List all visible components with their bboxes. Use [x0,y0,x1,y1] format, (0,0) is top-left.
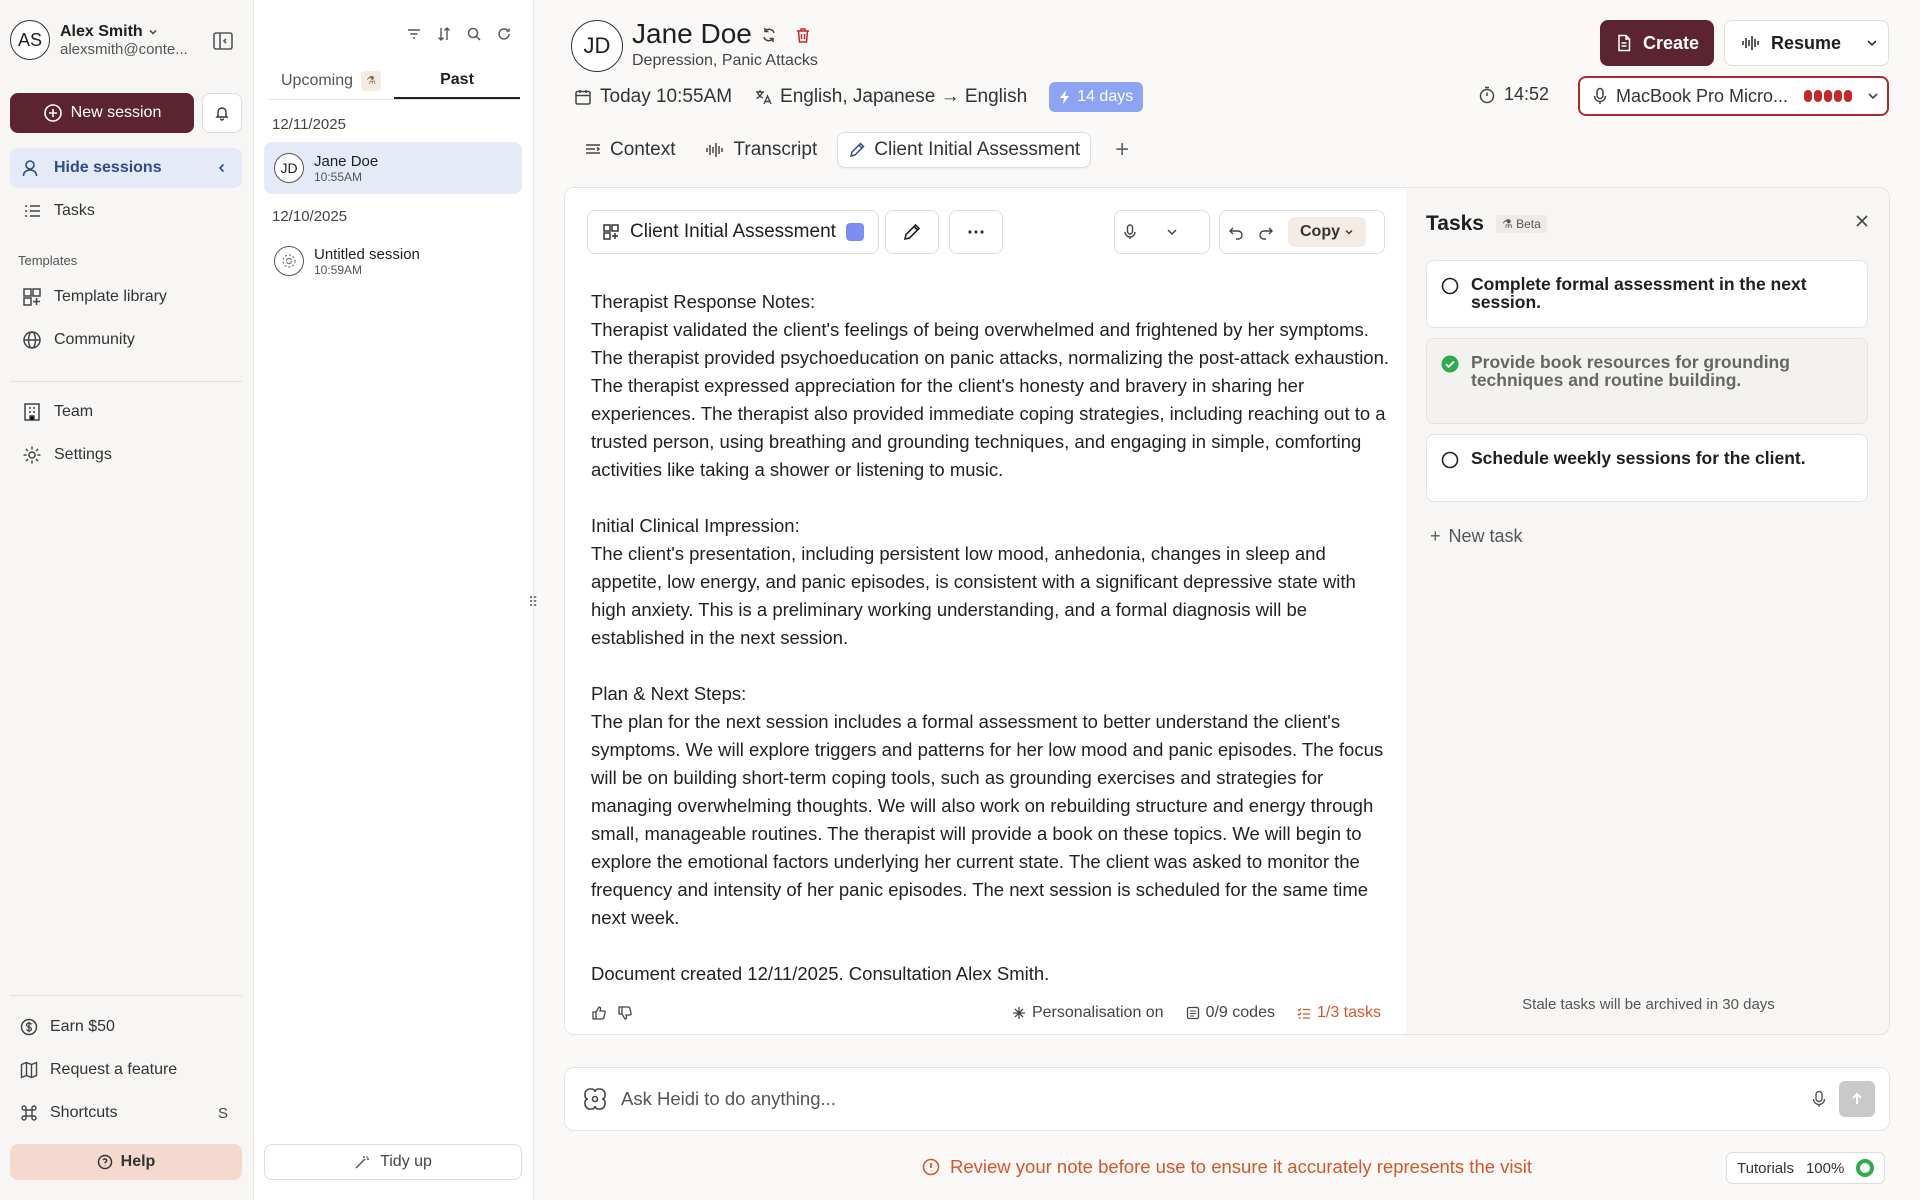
microphone-icon [1592,87,1608,105]
tab-past-label: Past [440,70,474,88]
tab-upcoming-label: Upcoming [280,71,354,89]
sidebar-item-tasks[interactable] [10,191,242,231]
templates-heading: Templates [18,253,78,268]
task-list-icon [1297,1006,1311,1020]
chevron-down-icon[interactable] [1165,225,1179,239]
session-date[interactable] [574,86,732,108]
sidebar-item-label: Community [54,331,135,348]
sidebar-item-label: Shortcuts [50,1104,118,1121]
tasks-title: Tasks [1426,212,1484,235]
note-editor [565,188,1406,1035]
switch-patient-icon[interactable] [760,26,778,44]
note-paragraph: Document created 12/11/2025. Consultation Alex Smith. [591,963,1050,984]
warning-circle-icon [922,1158,940,1176]
sessions-panel [254,0,534,1200]
session-date-heading: 12/11/2025 [272,116,346,133]
tasks-panel [1406,188,1890,1035]
task-item[interactable] [1426,434,1868,502]
template-icon [602,223,620,241]
sort-icon[interactable] [436,26,452,42]
dollar-icon [20,1018,38,1036]
note-footer [591,1004,1381,1022]
create-label: Create [1642,32,1700,53]
tab-transcript[interactable] [695,133,827,167]
sidebar-item-label: Settings [54,446,112,463]
language-label: English, Japanese → English [780,86,1028,107]
unchecked-circle-icon[interactable] [1441,277,1459,295]
collapse-sidebar-icon[interactable] [212,30,234,52]
copy-label: Copy [1300,223,1340,240]
create-button[interactable] [1600,20,1714,66]
days-badge-label: 14 days [1077,88,1134,105]
building-icon [22,402,42,422]
sidebar-item-shortcuts[interactable] [10,1093,242,1133]
user-menu[interactable] [10,20,188,60]
template-icon [22,287,42,307]
map-icon [20,1061,38,1079]
sidebar-item-label: Tasks [54,202,95,219]
note-content[interactable] [591,288,1391,988]
chevron-down-icon [1866,89,1880,103]
tab-context-label: Context [610,139,676,160]
note-paragraph: Therapist Response Notes: Therapist validated the client's feelings of being overwhelmed and frightened by her symptoms. The therapist provided psychoeducation on panic attacks, normalizing the post-attack exhaustion. The therapist expressed appreciation for the client's honesty and bravery in sharing her experiences. The therapist also provided immediate coping strategies, including reaching out to a trusted person, using breathing and grounding techniques, and engaging in simple, comforting activities like taking a shower or listening to music. [591,291,1390,480]
new-task-label: New task [1448,526,1523,546]
patient-conditions: Depression, Panic Attacks [632,52,818,69]
close-icon[interactable] [1853,212,1871,230]
tab-client-initial-assessment[interactable] [837,132,1091,168]
task-item[interactable] [1426,338,1868,424]
sidebar-item-label: Request a feature [50,1061,178,1078]
undo-icon[interactable] [1228,224,1244,240]
stopwatch-icon [1478,86,1496,104]
document-icon [1615,34,1633,52]
tasks-count-label: 1/3 tasks [1316,1004,1381,1021]
session-item[interactable] [264,235,522,287]
chevron-left-icon [216,162,228,174]
translate-icon [754,88,772,106]
patient-name: Jane Doe [632,18,752,49]
more-icon [967,229,985,235]
sidebar-item-earn[interactable] [10,1007,242,1047]
user-avatar: AS [10,20,50,60]
globe-icon [22,330,42,350]
session-meta [574,82,1143,112]
resume-button[interactable] [1724,20,1889,66]
bell-icon [214,105,230,121]
shortcut-key: S [217,1104,228,1122]
sidebar-item-community[interactable] [10,320,242,360]
plus-icon: + [1430,526,1441,546]
tab-past[interactable] [394,62,520,99]
user-icon [22,158,42,178]
pencil-icon [902,222,922,242]
session-date-heading: 12/10/2025 [272,208,348,225]
task-item[interactable] [1426,260,1868,328]
beta-badge: ⚗ Beta [1496,215,1547,233]
sidebar-item-label: Earn $50 [50,1018,115,1035]
lightning-icon [1059,90,1071,104]
audio-waveform-icon [705,141,725,159]
tutorials-progress: 100% [1805,1159,1845,1177]
tasks-indicator[interactable] [1297,1004,1381,1022]
language-selector[interactable] [754,86,1027,108]
divider [10,995,242,996]
chevron-down-icon [1344,227,1354,237]
new-session-label: New session [70,104,162,121]
codes-label: 0/9 codes [1205,1004,1275,1021]
tidy-up-button[interactable] [264,1144,522,1180]
context-icon [584,141,602,159]
thumbs-up-icon[interactable] [591,1005,607,1021]
resume-label: Resume [1771,32,1842,53]
help-label: Help [120,1153,156,1170]
magic-wand-icon [354,1154,370,1170]
sidebar-item-label: Team [54,403,94,420]
trash-icon[interactable] [794,26,812,44]
task-text: Complete formal assessment in the next session. [1471,274,1807,312]
personalisation-toggle[interactable] [1012,1004,1164,1022]
new-session-button[interactable] [10,93,194,133]
sidebar-item-label: Template library [54,288,167,305]
code-box-icon [1186,1006,1200,1020]
sidebar-item-label: Hide sessions [54,159,162,176]
stale-tasks-note: Stale tasks will be archived in 30 days [1522,996,1775,1013]
tutorials-button[interactable] [1726,1152,1885,1184]
dictation-group [1114,210,1210,254]
patient-avatar: JD [571,20,623,72]
session-time: 10:55AM [314,169,363,184]
sidebar-item-request-feature[interactable] [10,1050,242,1090]
notifications-button[interactable] [202,93,242,133]
audio-waveform-icon [1741,34,1761,52]
note-card [564,187,1890,1035]
chevron-down-icon [147,26,159,38]
review-warning-text: Review your note before use to ensure it accurately represents the visit [950,1156,1533,1177]
session-item[interactable] [264,142,522,194]
tab-transcript-label: Transcript [733,139,818,160]
microphone-icon[interactable] [1123,224,1137,240]
user-email: alexsmith@conte... [60,40,188,58]
microphone-icon[interactable] [1811,1090,1827,1108]
tab-context[interactable] [574,133,685,167]
edit-note-button[interactable] [885,210,939,254]
untitled-session-icon [274,246,304,276]
note-paragraph: Initial Clinical Impression: The client's presentation, including persistent low mood, anhedonia, changes in sleep and appetite, low energy, and panic episodes, is consistent with a significant depressive state with high anxiety. This is a preliminary working understanding, and a formal diagnosis will be established in the next session. [591,515,1356,648]
new-task-button[interactable] [1430,526,1523,547]
search-icon[interactable] [466,26,482,42]
left-sidebar [0,0,254,1200]
note-tabs [574,132,1129,168]
tab-note-label: Client Initial Assessment [874,139,1081,160]
microphone-select[interactable] [1578,76,1889,116]
task-text: Schedule weekly sessions for the client. [1471,448,1806,468]
session-name: Untitled session [314,245,420,263]
sidebar-item-template-library[interactable] [10,277,242,317]
microphone-label: MacBook Pro Micro... [1616,85,1789,106]
session-name: Jane Doe [314,152,379,170]
sidebar-item-team[interactable] [10,392,242,432]
more-options-button[interactable] [949,210,1003,254]
command-icon [20,1104,38,1122]
session-date-label: Today 10:55AM [600,86,733,107]
add-tab-icon[interactable]: + [1115,136,1130,163]
sidebar-item-settings[interactable] [10,435,242,475]
heidi-logo-icon [581,1085,609,1113]
tutorials-label: Tutorials [1737,1159,1794,1177]
session-avatar: JD [274,153,304,183]
audio-level-indicator [1804,90,1852,102]
help-button[interactable] [10,1144,242,1180]
divider [10,381,242,382]
days-remaining-badge[interactable] [1049,82,1143,112]
calendar-icon [574,88,592,106]
thumbs-down-icon[interactable] [617,1005,633,1021]
question-icon [97,1154,113,1170]
sparkle-icon [1012,1006,1026,1020]
review-warning [922,1156,1532,1178]
chevron-down-icon[interactable] [1865,36,1879,50]
template-selector[interactable] [587,210,879,254]
filter-icon[interactable] [406,26,422,42]
check-circle-icon[interactable] [1441,355,1459,373]
refresh-icon[interactable] [496,26,512,42]
progress-ring-icon [1856,1159,1874,1177]
sessions-toolbar [406,26,512,42]
unchecked-circle-icon[interactable] [1441,451,1459,469]
redo-icon[interactable] [1258,224,1274,240]
plus-circle-icon [43,103,63,123]
sessions-tabs [268,62,520,100]
tab-upcoming[interactable] [268,62,394,99]
note-paragraph: Plan & Next Steps: The plan for the next session includes a formal assessment to better understand the client's symptoms. We will explore triggers and patterns for her low mood and panic episodes. The focus will be on building short-term coping tools, such as grounding exercises and strategies for managing overwhelming thoughts. We will also work on rebuilding structure and energy through small, manageable routines. The therapist will provide a book on these topics. We will begin to explore the emotional factors underlying her current state. The client was asked to monitor the frequency and intensity of her panic episodes. The next session is scheduled for the same time next week. [591,683,1384,928]
task-list-icon [22,201,42,221]
personalisation-label: Personalisation on [1031,1004,1164,1021]
codes-indicator[interactable] [1186,1004,1275,1022]
ai-sparkle-icon [846,223,864,241]
arrow-up-icon [1850,1092,1864,1106]
history-copy-group [1219,210,1385,254]
session-time: 10:59AM [314,262,363,277]
ask-bar [564,1067,1890,1131]
sidebar-item-hide-sessions[interactable] [10,148,242,188]
timer-label: 14:52 [1504,84,1550,104]
copy-button[interactable] [1288,217,1366,247]
gear-icon [22,445,42,465]
template-name: Client Initial Assessment [630,221,836,242]
ask-input[interactable] [621,1088,1799,1110]
send-button[interactable] [1839,1081,1875,1117]
tidy-up-label: Tidy up [380,1153,432,1170]
task-text: Provide book resources for grounding techniques and routine building. [1471,352,1790,390]
user-name: Alex Smith [60,22,143,40]
session-timer [1478,84,1549,105]
beta-flask-icon: ⚗ [361,71,381,91]
pencil-icon [848,141,866,159]
resize-handle-icon[interactable]: ⠿ [528,594,539,610]
